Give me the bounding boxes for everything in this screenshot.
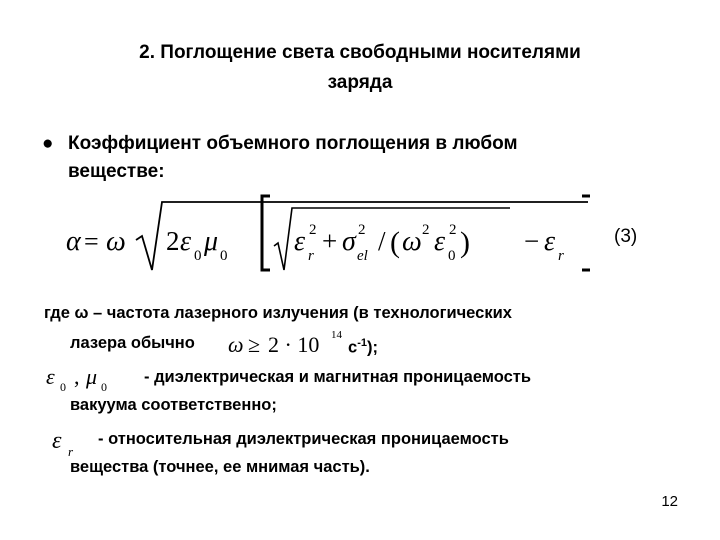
svg-text:0: 0 xyxy=(101,380,107,394)
svg-text:ε: ε xyxy=(52,428,62,454)
svg-text:): ) xyxy=(460,226,470,259)
svg-text:/: / xyxy=(378,226,386,256)
eps-r-svg xyxy=(50,422,94,460)
svg-text:el: el xyxy=(357,248,368,264)
page-number: 12 xyxy=(661,493,678,510)
bullet-dot: ● xyxy=(42,133,54,154)
svg-text:2: 2 xyxy=(309,222,317,238)
svg-text:α: α xyxy=(66,226,81,257)
title-line-2: заряда xyxy=(327,72,393,93)
absorption-formula xyxy=(62,188,622,278)
svg-text:r: r xyxy=(68,444,74,459)
unit-exp: -1 xyxy=(357,337,367,349)
svg-text:ε: ε xyxy=(46,364,55,389)
svg-text:,: , xyxy=(74,364,80,389)
svg-text:+: + xyxy=(322,226,338,256)
omega-condition-exp: 14 xyxy=(331,329,342,341)
svg-text:ε: ε xyxy=(294,226,306,257)
svg-text:ω: ω xyxy=(402,226,422,257)
svg-text:ε: ε xyxy=(180,226,192,257)
omega-condition xyxy=(228,324,346,365)
slide-title xyxy=(60,38,660,98)
svg-text:0: 0 xyxy=(220,248,228,264)
bullet-item xyxy=(42,130,682,186)
svg-text:ε: ε xyxy=(544,226,556,257)
where-line-2a: лазера обычно xyxy=(70,334,195,352)
bullet-line-2: веществе: xyxy=(68,161,165,182)
svg-text:0: 0 xyxy=(194,248,202,264)
omega-condition-svg xyxy=(228,324,346,360)
svg-text:ω: ω xyxy=(228,332,244,357)
svg-text:μ: μ xyxy=(204,226,219,257)
formula-svg xyxy=(62,188,622,278)
svg-text:=: = xyxy=(84,227,99,256)
title-line-1: 2. Поглощение света свободными носителями xyxy=(139,42,581,63)
unit-s: с xyxy=(348,338,358,357)
svg-text:σ: σ xyxy=(342,226,356,257)
svg-text:ω: ω xyxy=(106,226,126,257)
svg-text:2: 2 xyxy=(449,222,457,238)
svg-text:2: 2 xyxy=(166,226,180,256)
eps-r-description: - относительная диэлектрическая проницаемость xyxy=(98,430,509,448)
eps-mu-description: - диэлектрическая и магнитная проницаемость xyxy=(144,368,532,386)
unit-close: ); xyxy=(366,338,378,357)
where-line-2-unit xyxy=(348,332,378,359)
svg-text:μ: μ xyxy=(86,364,98,389)
where-line-1: где ω – частота лазерного излучения (в технологических xyxy=(44,304,512,322)
svg-text:2: 2 xyxy=(422,222,430,238)
svg-text:≥: ≥ xyxy=(248,332,261,357)
svg-text:−: − xyxy=(524,226,540,256)
bullet-line-1: Коэффициент объемного поглощения в любом xyxy=(68,133,518,154)
svg-text:ε: ε xyxy=(434,226,446,257)
svg-text:0: 0 xyxy=(60,380,66,394)
eps-mu-description-line-2: вакуума соответственно; xyxy=(70,396,277,414)
svg-text:r: r xyxy=(558,248,564,264)
svg-text:(: ( xyxy=(390,226,400,259)
eps0-mu0-svg xyxy=(44,360,144,394)
equation-number: (3) xyxy=(614,226,638,247)
svg-text:2: 2 xyxy=(358,222,366,238)
eps-r-description-line-2: вещества (точнее, ее мнимая часть). xyxy=(70,458,370,476)
svg-text:0: 0 xyxy=(448,248,456,264)
omega-condition-base: 2 · 10 xyxy=(268,332,320,357)
svg-text:r: r xyxy=(308,248,314,264)
